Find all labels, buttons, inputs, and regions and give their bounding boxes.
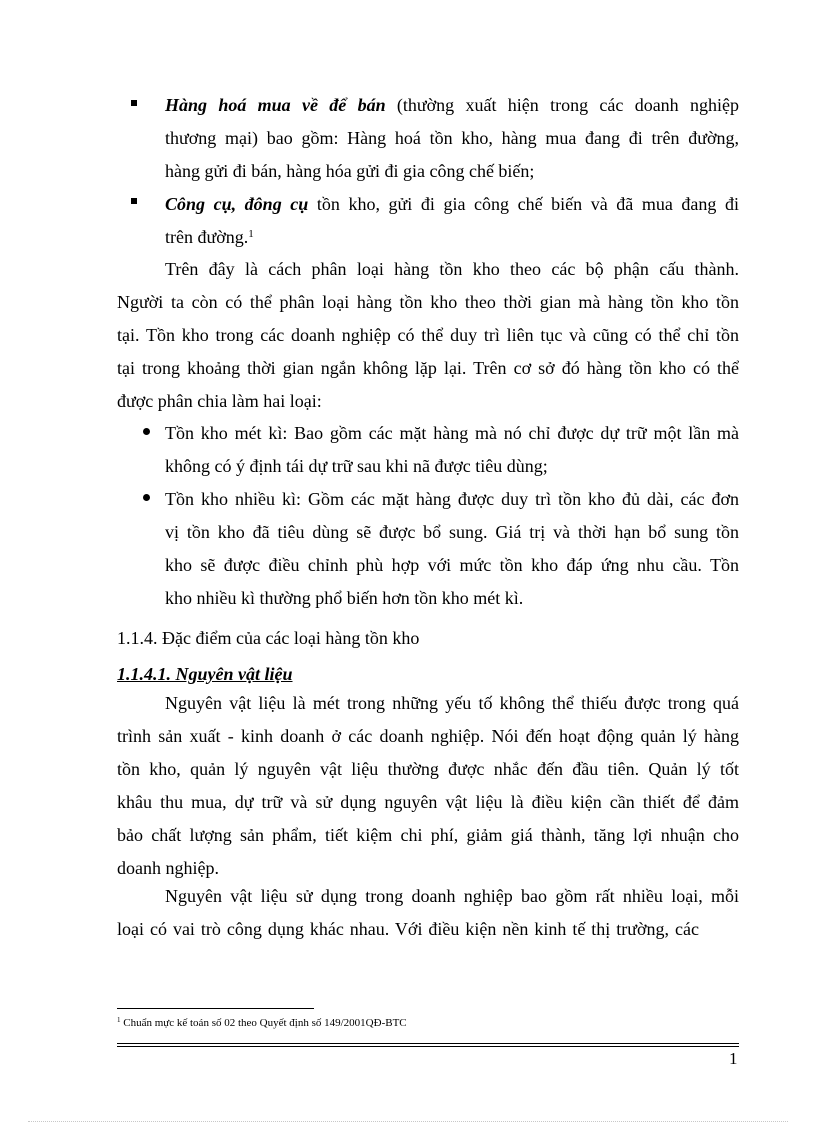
bullet-line: không có ý định tái dự trữ sau khi nã được tiêu dùng; [165,456,548,476]
paragraph-line: trình sản xuất - kinh doanh ở các doanh nghiệp. Nói đến hoạt động quản lý hàng [117,726,739,746]
footnote: $^1$ Chuẩn mực kế toán số 02 theo Quyết định số 149/2001QĐ-BTC [117,1016,407,1029]
bullet-line: Hàng hoá mua về để bán (thường xuất hiện trong các doanh nghiệp [165,95,739,115]
footnote-separator [117,1008,314,1009]
bullet-line: trên đường.$^1$ [165,227,254,247]
bullet-line: kho nhiều kì thường phổ biến hơn tồn kho mét kì. [165,588,524,608]
paragraph-line: loại có vai trò công dụng khác nhau. Với điều kiện nền kinh tế thị trường, các [117,919,699,939]
bullet-line: Tồn kho mét kì: Bao gồm các mặt hàng mà nó chỉ được dự trữ một lần mà [165,423,739,443]
bullet-line: Tồn kho nhiều kì: Gồm các mặt hàng được duy trì tồn kho đủ dài, các đơn [165,489,739,509]
round-bullet-icon [143,428,150,435]
bullet-line: vị tồn kho đã tiêu dùng sẽ được bổ sung. Giá trị và thời hạn bổ sung tồn [165,522,739,542]
bullet-line: kho sẽ được điều chỉnh phù hợp với mức tồn kho đáp ứng nhu cầu. Tồn [165,555,739,575]
paragraph-line: tại trong khoảng thời gian ngắn không lặp lại. Trên cơ sở đó hàng tồn kho có thể [117,358,739,378]
footer-rule [117,1043,739,1044]
paragraph-line: Trên đây là cách phân loại hàng tồn kho theo các bộ phận cấu thành. [165,259,739,279]
page-edge-divider [28,1121,788,1122]
paragraph-line: khâu thu mua, dự trữ và sử dụng nguyên vật liệu là điều kiện cần thiết để đảm [117,792,739,812]
bullet-line: thương mại) bao gồm: Hàng hoá tồn kho, hàng mua đang đi trên đường, [165,128,739,148]
footnote-ref[interactable]: 1 [248,228,254,240]
paragraph-line: được phân chia làm hai loại: [117,391,322,411]
bullet-line: hàng gửi đi bán, hàng hóa gửi đi gia công chế biến; [165,161,535,181]
bold-italic-term: Công cụ, đông cụ [165,194,309,214]
paragraph-line: Nguyên vật liệu là mét trong những yếu tố không thể thiếu được trong quá [165,693,739,713]
round-bullet-icon [143,494,150,501]
bold-italic-term: Hàng hoá mua về để bán [165,95,386,115]
page-number: 1 [729,1049,738,1068]
paragraph-line: doanh nghiệp. [117,858,219,878]
square-bullet-icon [131,100,137,106]
paragraph-line: Người ta còn có thể phân loại hàng tồn kho theo thời gian mà hàng tồn kho tồn [117,292,739,312]
paragraph-line: tồn kho, quản lý nguyên vật liệu thường được nhắc đến đầu tiên. Quản lý tốt [117,759,739,779]
bullet-line: Công cụ, đông cụ tồn kho, gửi đi gia công chế biến và đã mua đang đi [165,194,740,214]
footer-rule [117,1046,739,1047]
section-heading: 1.1.4. Đặc điểm của các loại hàng tồn kho [117,628,420,648]
paragraph-line: bảo chất lượng sản phẩm, tiết kiệm chi phí, giảm giá thành, tăng lợi nhuận cho [117,825,739,845]
subsection-heading: 1.1.4.1. Nguyên vật liệu [117,664,293,684]
square-bullet-icon [131,198,137,204]
paragraph-line: Nguyên vật liệu sử dụng trong doanh nghiệp bao gồm rất nhiều loại, mỗi [165,886,739,906]
paragraph-line: tại. Tồn kho trong các doanh nghiệp có thể duy trì liên tục và cũng có thể chỉ tồn [117,325,739,345]
